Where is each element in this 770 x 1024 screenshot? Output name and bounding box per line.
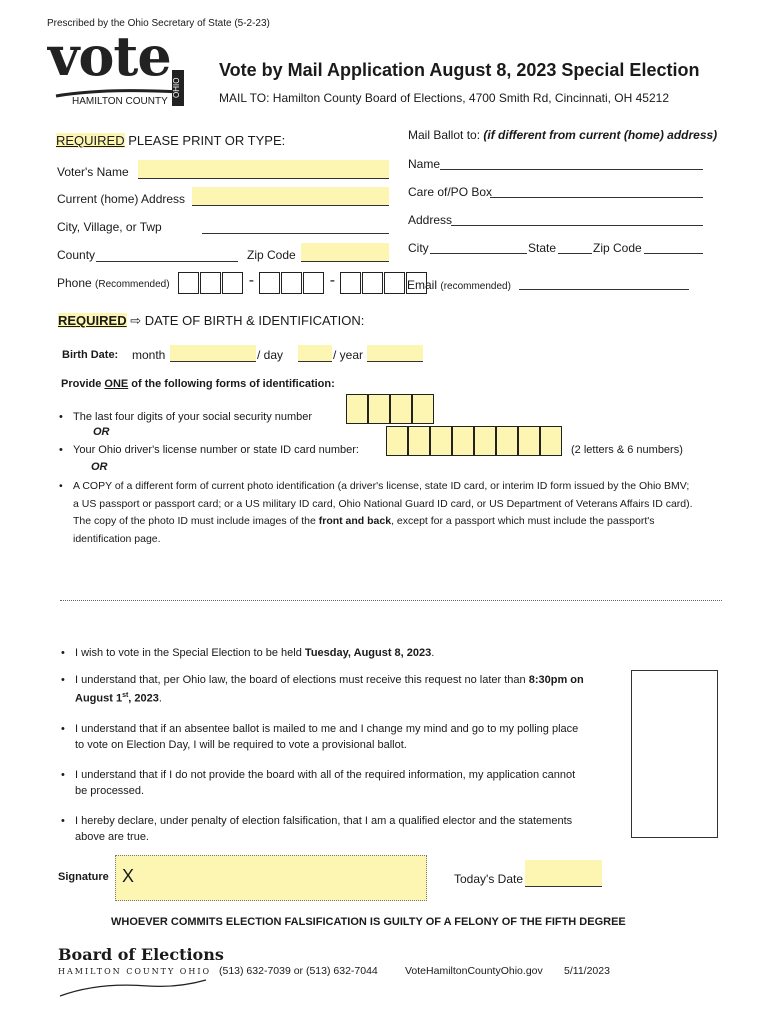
- voters-name-label: Voter's Name: [57, 165, 129, 179]
- ssn-digit[interactable]: [412, 394, 434, 424]
- county-field[interactable]: [96, 243, 238, 262]
- signature-x-mark: X: [122, 866, 135, 886]
- provide-one-heading: Provide ONE of the following forms of identification:: [61, 378, 335, 390]
- county-label: County: [57, 248, 96, 262]
- home-address-field[interactable]: [192, 187, 389, 206]
- city-label: City, Village, or Twp: [57, 220, 162, 234]
- ssn-digit[interactable]: [368, 394, 390, 424]
- dl-option-list: [57, 444, 387, 456]
- dl-option: • Your Ohio driver's license number or state ID card number:: [57, 444, 387, 456]
- zip-field[interactable]: [301, 243, 389, 262]
- birth-year-field[interactable]: [367, 345, 423, 362]
- birth-month-label: month: [132, 348, 166, 362]
- mail-zip-field[interactable]: [644, 237, 703, 254]
- care-of-label: Care of/PO Box: [408, 185, 493, 199]
- mail-city-field[interactable]: [430, 237, 527, 254]
- office-use-box: [631, 670, 718, 838]
- section-divider: [60, 600, 722, 601]
- city-field[interactable]: [202, 215, 389, 234]
- footer-website[interactable]: VoteHamiltonCountyOhio.gov: [405, 965, 543, 977]
- mail-state-field[interactable]: [558, 237, 592, 254]
- logo-state: OHIO: [172, 70, 184, 106]
- mail-city-label: City: [408, 241, 429, 255]
- dl-char[interactable]: [452, 426, 474, 456]
- zip-label: Zip Code: [247, 248, 296, 262]
- dl-char[interactable]: [496, 426, 518, 456]
- birth-month-field[interactable]: [170, 345, 256, 362]
- statement-vote-intent: • I wish to vote in the Special Election to be held Tuesday, August 8, 2023.: [59, 646, 589, 662]
- ssn-digit[interactable]: [346, 394, 368, 424]
- dl-char[interactable]: [408, 426, 430, 456]
- care-of-field[interactable]: [490, 181, 703, 198]
- vote-logo: [48, 24, 188, 107]
- ssn-boxes: [346, 394, 434, 424]
- dob-heading-text: DATE OF BIRTH & IDENTIFICATION: [141, 313, 361, 328]
- home-address-label: Current (home) Address: [57, 192, 186, 206]
- phone-digit[interactable]: [340, 272, 361, 294]
- mail-name-label: Name: [408, 157, 441, 171]
- mail-name-field[interactable]: [440, 153, 703, 170]
- footer-date: 5/11/2023: [564, 965, 610, 977]
- statements-list: [59, 646, 589, 845]
- dl-char[interactable]: [474, 426, 496, 456]
- photo-id-copy-option: • A COPY of a different form of current photo identification (a driver's license, state ID card, or interim ID form issued by the Ohio BMV; a US passport or passport card; or a US military ID card, Ohio National Guard ID card, or US Department of Veterans Affairs ID card). The copy of the photo ID must include images of the front and back, except for a passport which must include the passport's identification page.: [57, 478, 697, 548]
- dl-boxes: [386, 426, 562, 456]
- arrow-right-icon: ⇨: [130, 313, 142, 328]
- logo-word: vote: [48, 24, 171, 88]
- prescribed-note: Prescribed by the Ohio Secretary of State (5-2-23): [47, 18, 270, 29]
- footer-swoosh-icon: [58, 978, 208, 1000]
- phone-digit[interactable]: [303, 272, 324, 294]
- footer-county: HAMILTON COUNTY OHIO: [58, 967, 212, 976]
- phone-digit[interactable]: [222, 272, 243, 294]
- todays-date-field[interactable]: [525, 860, 602, 887]
- signature-field[interactable]: [115, 855, 427, 901]
- copy-option-list: [57, 478, 697, 548]
- birth-year-label: / year: [333, 348, 364, 362]
- dl-char[interactable]: [386, 426, 408, 456]
- email-field[interactable]: [519, 275, 689, 290]
- todays-date-label: Today's Date: [454, 872, 523, 886]
- phone-digit[interactable]: [259, 272, 280, 294]
- mail-to-address: MAIL TO: Hamilton County Board of Elections, 4700 Smith Rd, Cincinnati, OH 45212: [219, 91, 669, 105]
- dob-heading: REQUIRED ⇨ DATE OF BIRTH & IDENTIFICATION:: [58, 313, 365, 328]
- phone-digit[interactable]: [200, 272, 221, 294]
- dl-char[interactable]: [430, 426, 452, 456]
- birth-day-field[interactable]: [298, 345, 332, 362]
- dl-char[interactable]: [518, 426, 540, 456]
- falsification-warning: WHOEVER COMMITS ELECTION FALSIFICATION IS GUILTY OF A FELONY OF THE FIFTH DEGREE: [111, 916, 626, 928]
- statement-declaration: • I hereby declare, under penalty of election falsification, that I am a qualified elector and the statements above are true.: [59, 814, 589, 845]
- mail-address-field[interactable]: [451, 209, 703, 226]
- phone-label: Phone (Recommended): [57, 276, 170, 290]
- phone-digit[interactable]: [281, 272, 302, 294]
- statement-deadline: • I understand that, per Ohio law, the board of elections must receive this request no later than 8:30pm on August 1st, 2023.: [59, 673, 589, 708]
- required-print-heading: [56, 133, 285, 148]
- required-tag: REQUIRED: [58, 313, 127, 328]
- statement-provisional: • I understand that if an absentee ballot is mailed to me and I change my mind and go to my polling place to vote on Election Day, I will be required to vote a provisional ballot.: [59, 722, 589, 753]
- phone-digit[interactable]: [384, 272, 405, 294]
- or-separator: OR: [91, 461, 108, 473]
- voters-name-field[interactable]: [138, 160, 389, 179]
- email-label: Email (recommended): [407, 278, 511, 292]
- signature-label: Signature: [58, 871, 109, 883]
- or-separator: OR: [93, 426, 110, 438]
- phone-boxes: - -: [178, 272, 428, 294]
- mail-zip-label: Zip Code: [593, 241, 642, 255]
- mail-address-label: Address: [408, 213, 453, 227]
- footer-phones: (513) 632-7039 or (513) 632-7044: [219, 965, 378, 977]
- phone-digit[interactable]: [178, 272, 199, 294]
- birth-day-label: / day: [257, 348, 284, 362]
- required-tag: REQUIRED: [56, 133, 125, 148]
- print-instruction: PLEASE PRINT OR TYPE:: [124, 133, 286, 148]
- phone-digit[interactable]: [362, 272, 383, 294]
- birth-date-label: Birth Date:: [62, 349, 119, 361]
- dl-char[interactable]: [540, 426, 562, 456]
- ssn-option: • The last four digits of your social security number: [57, 409, 707, 426]
- statement-required-info: • I understand that if I do not provide the board with all of the required information, my application cannot be processed.: [59, 768, 589, 799]
- logo-county: HAMILTON COUNTY: [72, 96, 168, 107]
- dl-note: (2 letters & 6 numbers): [571, 444, 683, 456]
- mail-state-label: State: [528, 241, 557, 255]
- ssn-digit[interactable]: [390, 394, 412, 424]
- form-title: Vote by Mail Application August 8, 2023 Special Election: [219, 60, 700, 80]
- footer-board-title: Board of Elections: [58, 945, 224, 964]
- mail-ballot-heading: Mail Ballot to: (if different from current (home) address): [408, 128, 718, 142]
